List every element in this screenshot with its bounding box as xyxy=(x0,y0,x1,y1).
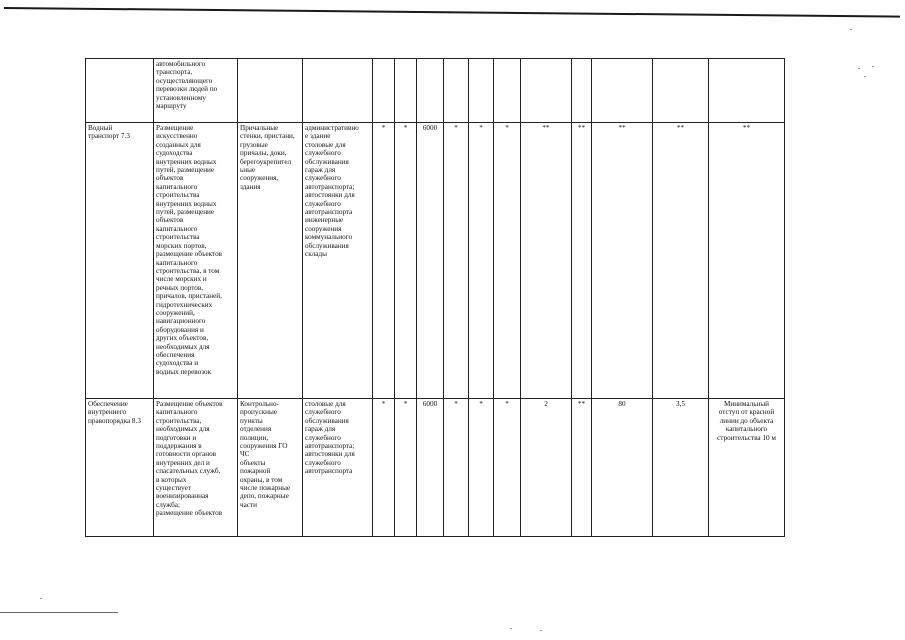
use-type-cell xyxy=(86,59,154,123)
param-cell: * xyxy=(444,123,469,399)
land-use-regulations-table xyxy=(85,58,785,537)
param-cell: * xyxy=(395,123,417,399)
param-cell: * xyxy=(469,399,494,537)
param-cell: ** xyxy=(521,123,572,399)
param-cell: ** xyxy=(572,399,592,537)
note-cell: ** xyxy=(709,123,785,399)
param-cell xyxy=(572,59,592,123)
auxiliary-uses-cell: столовые для служебного обслуживания гараж для служебного автотранспорта; автостоянки для служебного автотранспорта xyxy=(303,399,373,537)
param-cell: * xyxy=(494,123,521,399)
scan-speck xyxy=(872,66,874,67)
param-cell: 6000 xyxy=(417,399,444,537)
param-cell: * xyxy=(395,399,417,537)
main-uses-cell: Причальные стенки, пристани, грузовые причалы, доки, берегоукрепител ьные сооружения, здания xyxy=(238,123,303,399)
param-cell xyxy=(373,59,395,123)
param-cell xyxy=(417,59,444,123)
param-cell: 6000 xyxy=(417,123,444,399)
auxiliary-uses-cell: административно е здание столовые для служебного обслуживания гараж для служебного автотранспорта; автостоянки для служебного автотранспорта инженерные сооружения коммунального обслуживания склады xyxy=(303,123,373,399)
param-cell xyxy=(494,59,521,123)
param-cell: * xyxy=(373,399,395,537)
scan-speck xyxy=(540,630,542,631)
param-cell xyxy=(395,59,417,123)
table-row xyxy=(86,399,785,537)
scan-speck xyxy=(510,628,512,629)
param-cell xyxy=(469,59,494,123)
scan-speck xyxy=(850,29,852,30)
use-type-cell: Обеспечение внутреннего правопорядка 8.3 xyxy=(86,399,154,537)
description-cell: автомобильного транспорта, осуществляющего перевозки людей по установленному маршруту xyxy=(154,59,238,123)
param-cell xyxy=(592,59,653,123)
use-type-cell: Водный транспорт 7.3 xyxy=(86,123,154,399)
param-cell: ** xyxy=(592,123,653,399)
param-cell: * xyxy=(494,399,521,537)
param-cell xyxy=(653,59,709,123)
note-cell: Минимальный отступ от красной линии до объекта капитального строительства 10 м xyxy=(709,399,785,537)
description-cell: Размещение объектов капитального строительства, необходимых для подготовки и поддержания в готовности органов внутренних дел и спасательных служб, в которых существует военизированная служба; размещение объектов xyxy=(154,399,238,537)
scan-speck xyxy=(858,68,860,69)
param-cell: 80 xyxy=(592,399,653,537)
auxiliary-uses-cell xyxy=(303,59,373,123)
scan-artifact-line xyxy=(0,612,118,613)
param-cell: ** xyxy=(572,123,592,399)
param-cell: * xyxy=(469,123,494,399)
note-cell xyxy=(709,59,785,123)
param-cell: * xyxy=(373,123,395,399)
param-cell: 3,5 xyxy=(653,399,709,537)
scan-speck xyxy=(864,76,866,77)
param-cell: ** xyxy=(653,123,709,399)
table-row xyxy=(86,123,785,399)
table-row xyxy=(86,59,785,123)
param-cell: * xyxy=(444,399,469,537)
scan-speck xyxy=(40,598,42,599)
description-cell: Размещение искусственно созданных для судоходства внутренних водных путей, размещение объектов капитального строительства внутренних водных путей, размещение объектов капитального строительства морских портов, размещение объектов капитального строительства, в том числе морских и речных портов, причалов, пристаней, гидротехнических сооружений, навигационного оборудования и других объектов, необходимых для обеспечения судоходства и водных перевозок xyxy=(154,123,238,399)
param-cell xyxy=(444,59,469,123)
main-uses-cell: Контрольно- пропускные пункты отделения полиции, сооружения ГО ЧС объекты пожарной охраны, в том числе пожарные депо, пожарные части xyxy=(238,399,303,537)
main-uses-cell xyxy=(238,59,303,123)
param-cell: 2 xyxy=(521,399,572,537)
top-border-rule xyxy=(4,7,900,18)
param-cell xyxy=(521,59,572,123)
